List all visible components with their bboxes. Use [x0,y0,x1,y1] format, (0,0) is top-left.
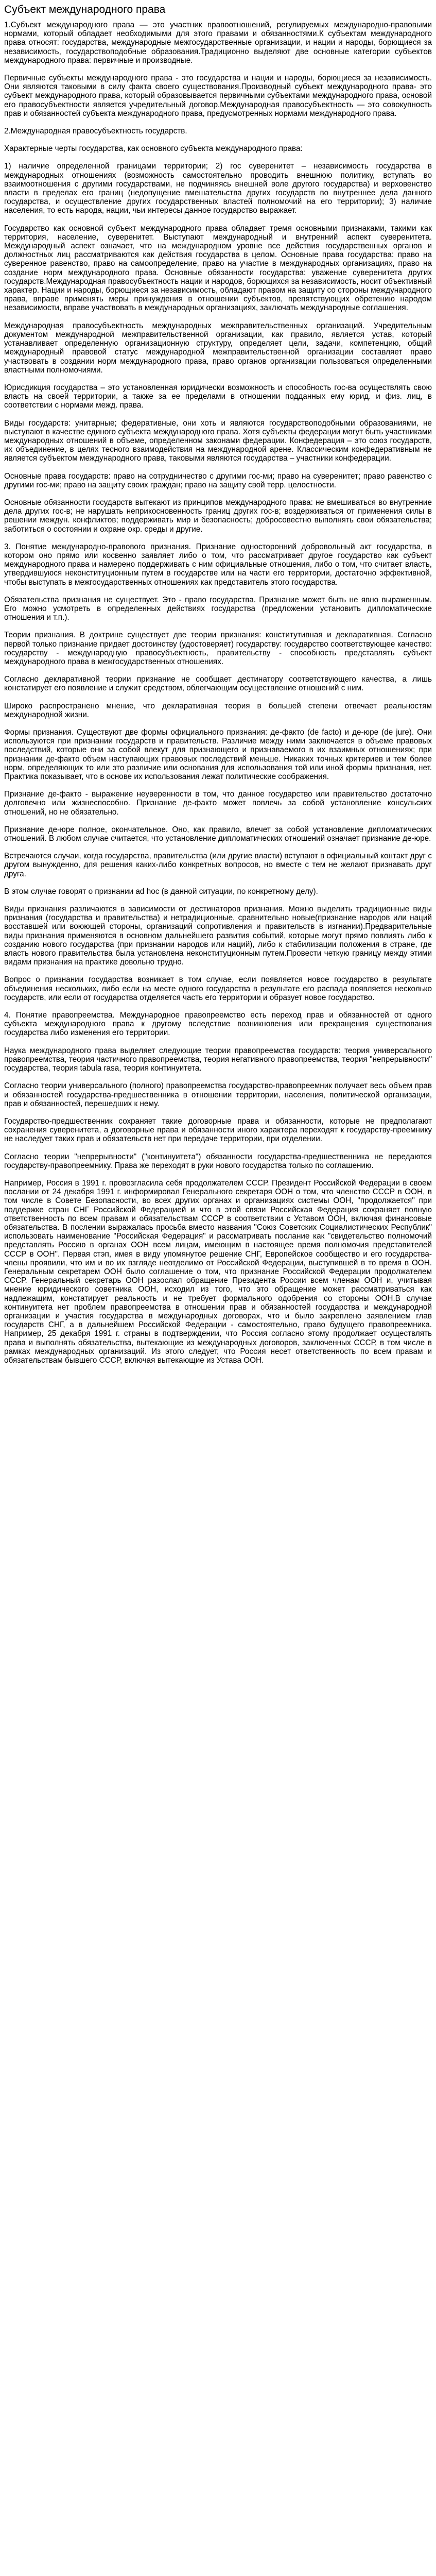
paragraph: Встречаются случаи, когда государства, правительства (или другие власти) вступают в официальный контакт друг с другом вынужденно, для решения каких-либо конкретных вопросов, но вместе с тем не желают признавать друг друга. [4,852,432,878]
paragraph: Теории признания. В доктрине существует две теории признания: конститутивная и декларативная. Согласно первой только признание придает достоинству (удостоверяет) государству: государство соответствующее качество: государству - международную правосубъектность, правительству - способность представлять субъект международного права в межгосударственных отношениях. [4,631,432,666]
paragraph: Наука международного права выделяет следующие теории правопреемства государств: теория универсального правопреемства, теория частичного правопреемства, теория негативного правопреемства, теория "непрерывности" государства, теория tabula rasa, теория континуитета. [4,1046,432,1073]
paragraph: Согласно теории "непрерывности" ("континуитета") обязанности государства-предшественника не передаются государству-правопреемнику. Права же переходят в руки нового государства только по соглашению. [4,1152,432,1170]
paragraph: 2.Международная правосубъектность государств. [4,127,187,136]
paragraph: Формы признания. Существуют две формы официального признания: де-факто (de facto) и де-юре (de jure). Они используются при признании государств и правительств. Различие между ними заключается в объеме правовых последствий, которые они за собой влекут для признающего и признаваемого в их взаимных отношениях; при признании де-факто объем наступающих правовых последствий меньше. Никаких точных критериев и тем более норм, определяющих то или это различие или основания для использования той или иной формы признания, нет. Практика показывает, что в основе их использования лежат политические соображения. [4,728,432,782]
page-title: Субъект международного права [4,4,166,15]
paragraph: Юрисдикция государства – это установленная юридически возможность и способность гос-ва осуществлять свою власть на своей территории, а также за ее пределами в отношении подданных ему юрид. и физ. лиц, в соответствии с нормами межд. права. [4,383,432,410]
paragraph: Вопрос о признании государства возникает в том случае, если появляется новое государство в результате объединения нескольких, либо если на месте одного государства в результате его распада появляется несколько государств, или если от государства отделяется часть его территории и образует новое государство. [4,975,432,1002]
paragraph: Государство как основной субъект международного права обладает тремя основными признаками, такими как территория, население, суверенитет. Выступают международный и внутренний аспект суверенитета. Международный аспект означает, что на международном уровне все действия государственных органов и должностных лиц рассматриваются как действия государства в целом. Основные права государства: право на суверенное равенство, право на самоопределение, право на участие в международных организациях, право на создание норм международного права. Основные обязанности государства: уважение суверенитета других государств.Международная правосубъектность нации и народов, борющихся за независимость, носит объективный характер. Нации и народы, борющиеся за независимость, обладают правом на защиту со стороны международного права, вправе применять меры принуждения в отношении субъектов, препятствующих обретению народом независимости, вправе участвовать в международных организациях, заключать международные соглашения. [4,224,432,313]
paragraph: Обязательства признания не существует. Это - право государства. Признание может быть не явно выраженным. Его можно усмотреть в определенных действиях государства (предложении установить дипломатические отношения и т.п.). [4,595,432,622]
paragraph: Широко распространено мнение, что декларативная теория в большей степени отвечает реальностям международной жизни. [4,701,432,719]
paragraph: Виды признания различаются в зависимости от дестинаторов признания. Можно выделить традиционные виды признания (государства и правительства) и нетрадиционные, сравнительно новые(признание народов или наций восставшей или воюющей стороны, организаций сопротивления и правительств в изгнании).Предварительные виды признания применяются в основном дальнейшего развития событий, которые могут прямо повлиять либо к созданию нового государства (при признании народов или наций), либо к стабилизации положения в стране, где власть нового правительства была установлена неконституционным путем.Провести четкую границу между этими видами признания на практике довольно трудно. [4,905,432,967]
paragraph: Признание де-факто - выражение неуверенности в том, что данное государство или правительство достаточно долговечно или жизнеспособно. Признание де-факто может повлечь за собой установление консульских отношений, но не обязательно. [4,790,432,817]
paragraph: Признание де-юре полное, окончательное. Оно, как правило, влечет за собой установление дипломатических отношений. В любом случае считается, что установление дипломатических отношений означает признание де-юре. [4,825,432,843]
paragraph: 3. Понятие международно-правового признания. Признание односторонний добровольный акт государства, в котором оно прямо или косвенно заявляет либо о том, что рассматривает другое государство как субъект международного права и намерено поддерживать с ним официальные отношения, либо о том, что считает власть, утвердившуюся неконституционным путем в государстве или на части его территории, достаточно эффективной, чтобы выступать в межгосударственных отношениях как представитель этого государства. [4,542,432,587]
paragraph: В этом случае говорят о признании ad hoc (в данной ситуации, по конкретному делу). [4,887,318,896]
document-body [4,21,432,1365]
paragraph: Первичные субъекты международного права - это государства и нации и народы, борющиеся за независимость. Они являются таковыми в силу факта своего существования.Производный субъект международного права- это субъект международного права, который образовывается первичными субъектами международного права, основой его правосубъектности является учредительный договор.Международная правосубъектность — это совокупность прав и обязанностей субъекта международного права, предусмотренных нормами международного права. [4,74,432,118]
paragraph: Государство-предшественник сохраняет такие договорные права и обязанности, которые не предполагают сохранения суверенитета, а договорные права и обязанности иного характера переходят к государству-преемнику не наследует таких прав и обязательств нет при передаче территории, при отделении. [4,1116,432,1144]
paragraph: Например, Россия в 1991 г. провозгласила себя продолжателем СССР. Президент Российской Федерации в своем послании от 24 декабря 1991 г. информировал Генерального секретаря ООН о том, что членство СССР в ООН, в том числе в Совете Безопасности, во всех других органах и организациях системы ООН, "продолжается" при поддержке стран СНГ Российской Федерацией и что в этой связи Российская Федерация сохраняет полную ответственность по всем правам и обязательствам СССР в соответствии с Уставом ООН, включая финансовые обязательства. В послении выражалась просьба вместо названия "Союз Советских Социалистических Республик" использовать наименование "Российская Федерация" и рассматривать послание как "свидетельство полномочий представлять Россию в органах ООН всем лицам, имеющим в настоящее время полномочия представителей СССР в ООН". Первая стэп, имея в виду упомянутое решение СНГ, Европейское сообщество и его государства-члены проявили, что им и во их взгляде неотделимо от Российской Федерации, выступившей в то время в ООН. Генеральным секретарем ООН было соглашение о том, что признание Российской Федерации продолжателем СССР. Генеральный секретарь ООН разослал обращение Президента России всем членам ООН и, учитывая мнение юридического советника ООН, исходил из того, что это обращение может рассматриваться как надлежащим, констатирует реальность и не требует формального одобрения со стороны ООН.В случае континуитета нет проблем правопреемства в отношении прав и обязанностей государства и международной организации и участия государства в международных договорах, что и было закреплено заявлением глав государств СНГ, а в дальнейшем Российской Федерации - самостоятельно, право будущего правопреемника. Например, 25 декабря 1991 г. страны в подтверждении, что Россия согласно этому продолжает осуществлять права и выполнять обязательства, вытекающие из международных договоров, заключенных СССР, в том числе в рамках международных организаций. Из этого следует, что Россия несет ответственность по всем правам и обязательствам бывшего СССР, включая вытекающие из Устава ООН. [4,1178,432,1365]
paragraph: Согласно декларативной теории признание не сообщает дестинатору соответствующего качества, а лишь констатирует его появление и служит средством, облегчающим осуществление отношений с ним. [4,675,432,693]
paragraph: Основные обязанности государств вытекают из принципов международного права: не вмешиваться во внутренние дела других гос-в; не нарушать неприкосновенность границ других гос-в; воздерживаться от применения силы в решении междун. конфликтов; поддерживать мир и безопасность; добросовестно выполнять свои обязательства; заботиться о состоянии и охране окр. среды и другие. [4,498,432,534]
paragraph: Характерные черты государства, как основного субъекта международного права: [4,144,303,154]
paragraph: 1) наличие определенной границами территории; 2) гос суверенитет – независимость государства в международных отношениях (возможность самостоятельно проводить внешнюю политику, вступать во взаимоотношения с другими государствами, не подчиняясь внешней воле другого государства) и верховенство власти в пределах его границ (недопущение вмешательства других государств во внутреннее дела данного государства, и осуществление других государственных властей полномочий на его территории); 3) наличие населения, то есть народа, нации, чьи интересы данное государство выражает. [4,162,432,215]
paragraph: Международная правосубъектность международных межправительственных организаций. Учредительным документом международной межправительственной организации, как правило, является устав, который устанавливает определенную организационную структуру, определяет цели, задачи, компетенцию, общий международный правовой статус международной межправительственной организации составляет право участвовать в создании норм международного права, право органов организации пользоваться определенными властными полномочиями. [4,321,432,375]
paragraph: 1.Субъект международного права — это участник правоотношений, регулируемых международно-правовыми нормами, который обладает необходимыми для этого правами и обязанностями.К субъектам международного права относят: государства, международные межгосударственные организации, и нации и народы, борющиеся за независимость, государствоподобные образования.Традиционно выделяют две основные категории субъектов международного права: первичные и производные. [4,21,432,65]
paragraph: Виды государств: унитарные; федеративные, они хоть и являются государствоподобными образованиями, не выступают в качестве единого субъекта международного права. Хотя субъекты федерации могут быть участниками международных отношений в объеме, определенном законами федерации. Конфедерация – это союз государств, их объединение, в целях тесного взаимодействия на международной арене. Классическим конфедеративным не является субъектом международного права, таковыми являются государства – участники конфедерации. [4,418,432,463]
paragraph: Согласно теории универсального (полного) правопреемства государство-правопреемник получает весь объем прав и обязанностей государства-предшественника в отношении территории, населения, политической организации, прав и обязанностей, перешедших к нему. [4,1081,432,1108]
paragraph: Основные права государств: право на сотрудничество с другими гос-ми; право на суверенитет; право равенство с другими гос-ми; право на защиту своих граждан; право на защиту свой терр. целостности. [4,471,432,489]
paragraph: 4. Понятие правопреемства. Международное правопреемство есть переход прав и обязанностей от одного субъекта международного права к другому вследствие возникновения или прекращения существования государства либо изменения его территории. [4,1011,432,1038]
